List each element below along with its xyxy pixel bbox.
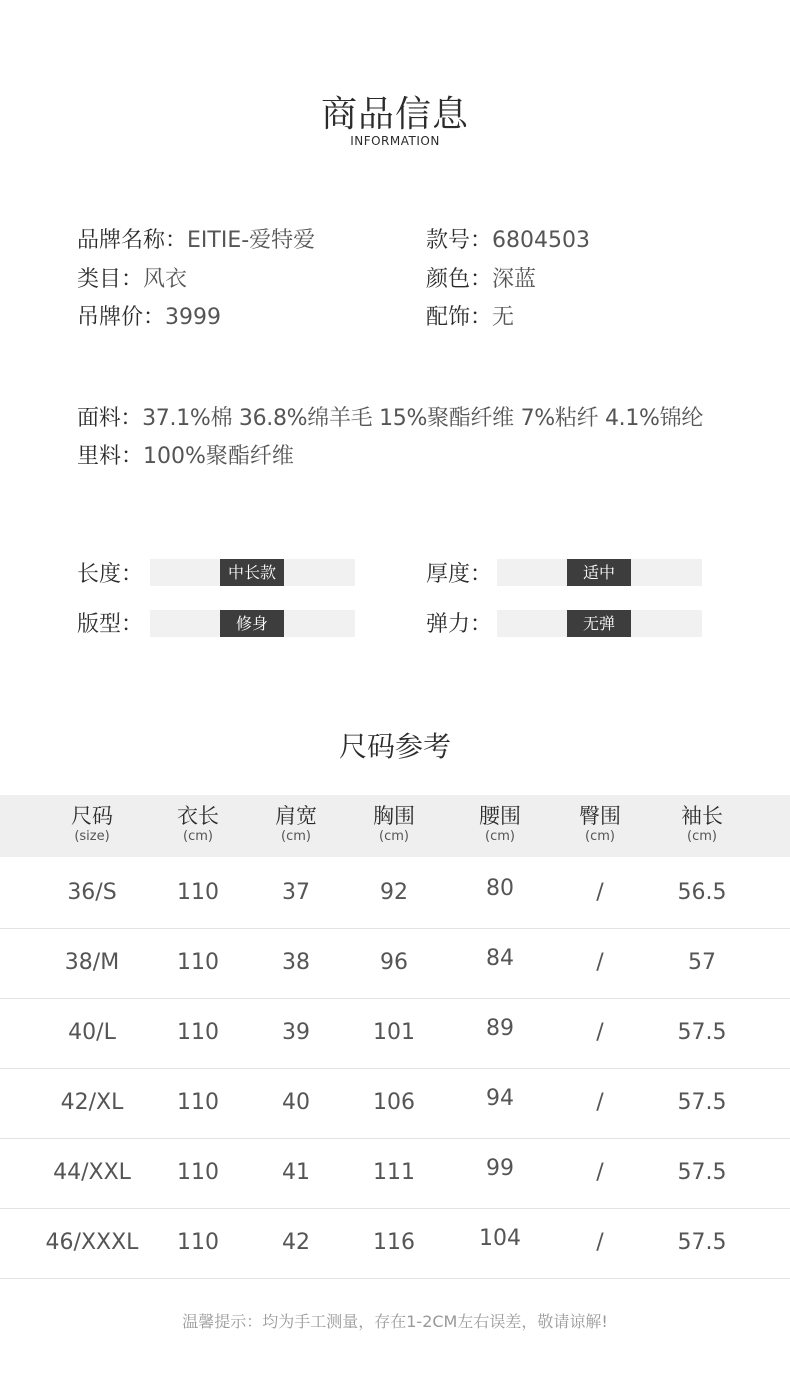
header-length-unit: (cm) [183, 829, 213, 844]
attr-length-tag: 中长款 [220, 559, 284, 586]
header-sleeve-unit: (cm) [687, 829, 717, 844]
attr-thickness-label: 厚度： [426, 562, 493, 587]
attr-fit-bar [150, 610, 355, 637]
size-table-header [0, 795, 790, 857]
cell-chest: 111 [373, 1160, 415, 1185]
info-style-no-value: 6804503 [492, 228, 590, 253]
info-style-no [426, 223, 590, 254]
header-size [32, 803, 152, 845]
table-row [0, 858, 790, 929]
cell-chest: 92 [380, 880, 408, 905]
cell-hip: / [596, 1090, 604, 1115]
header-chest [334, 803, 454, 845]
header-chest-unit: (cm) [379, 829, 409, 844]
info-price [77, 300, 221, 331]
cell-sleeve: 57.5 [677, 1160, 727, 1185]
cell-sleeve: 56.5 [677, 880, 727, 905]
cell-waist: 99 [486, 1156, 514, 1181]
cell-shoulder: 38 [282, 950, 310, 975]
fabric-lining-value: 100%聚酯纤维 [143, 444, 294, 469]
attr-fit-label: 版型： [77, 612, 144, 637]
cell-sleeve: 57.5 [677, 1090, 727, 1115]
header-waist-label: 腰围 [479, 804, 521, 828]
header-chest-label: 胸围 [373, 804, 415, 828]
info-brand-value: EITIE-爱特爱 [187, 228, 316, 253]
info-category [77, 262, 187, 293]
info-accessory-value: 无 [492, 305, 515, 330]
info-color-label: 颜色： [426, 267, 493, 292]
fabric-outer-value: 37.1%棉 36.8%绵羊毛 15%聚酯纤维 7%粘纤 4.1%锦纶 [142, 406, 704, 431]
header-waist-unit: (cm) [485, 829, 515, 844]
header-sleeve-label: 袖长 [681, 804, 723, 828]
cell-length: 110 [177, 1160, 219, 1185]
cell-waist: 80 [486, 876, 514, 901]
cell-size: 46/XXXL [45, 1230, 139, 1255]
cell-length: 110 [177, 1090, 219, 1115]
cell-hip: / [596, 950, 604, 975]
cell-waist: 104 [479, 1226, 521, 1251]
attr-thickness-tag: 适中 [567, 559, 631, 586]
cell-size: 42/XL [60, 1090, 124, 1115]
header-hip-label: 臀围 [579, 804, 621, 828]
cell-waist: 89 [486, 1016, 514, 1041]
header-size-unit: (size) [74, 829, 110, 844]
cell-sleeve: 57.5 [677, 1230, 727, 1255]
cell-shoulder: 41 [282, 1160, 310, 1185]
cell-length: 110 [177, 950, 219, 975]
fabric-outer-label: 面料： [77, 406, 143, 431]
cell-shoulder: 37 [282, 880, 310, 905]
cell-length: 110 [177, 1020, 219, 1045]
fabric-lining-label: 里料： [77, 444, 144, 469]
header-sleeve [642, 803, 762, 845]
header-hip-unit: (cm) [585, 829, 615, 844]
attr-length-label: 长度： [77, 562, 144, 587]
cell-size: 38/M [64, 950, 120, 975]
info-price-value: 3999 [165, 305, 222, 330]
info-brand [77, 223, 315, 254]
table-row [0, 1208, 790, 1279]
table-row [0, 998, 790, 1069]
cell-shoulder: 40 [282, 1090, 310, 1115]
attr-stretch-label: 弹力： [426, 612, 493, 637]
info-brand-label: 品牌名称： [77, 228, 188, 253]
header-shoulder-label: 肩宽 [275, 804, 317, 828]
fabric-outer [77, 401, 703, 432]
cell-sleeve: 57.5 [677, 1020, 727, 1045]
cell-waist: 84 [486, 946, 514, 971]
measurement-note: 温馨提示：均为手工测量，存在1-2CM左右误差，敬请谅解! [182, 1312, 608, 1331]
info-style-no-label: 款号： [426, 228, 493, 253]
info-price-label: 吊牌价： [77, 305, 166, 330]
cell-chest: 116 [373, 1230, 415, 1255]
cell-size: 36/S [67, 880, 117, 905]
info-color-value: 深蓝 [492, 267, 537, 292]
cell-size: 44/XXL [53, 1160, 131, 1185]
table-row [0, 1138, 790, 1209]
attr-thickness-bar [497, 559, 702, 586]
cell-sleeve: 57 [688, 950, 716, 975]
cell-shoulder: 39 [282, 1020, 310, 1045]
fabric-lining [77, 439, 294, 470]
cell-hip: / [596, 1160, 604, 1185]
attr-fit-tag: 修身 [220, 610, 284, 637]
cell-hip: / [596, 880, 604, 905]
header-size-label: 尺码 [71, 804, 113, 828]
page-title: 商品信息 [320, 94, 469, 135]
cell-length: 110 [177, 1230, 219, 1255]
attr-length-bar [150, 559, 355, 586]
header-length-label: 衣长 [177, 804, 219, 828]
cell-length: 110 [177, 880, 219, 905]
cell-size: 40/L [68, 1020, 116, 1045]
table-row [0, 1068, 790, 1139]
info-color [426, 262, 536, 293]
cell-chest: 101 [373, 1020, 415, 1045]
header-shoulder-unit: (cm) [281, 829, 311, 844]
table-row [0, 928, 790, 999]
info-category-value: 风衣 [143, 267, 188, 292]
info-accessory-label: 配饰： [426, 305, 493, 330]
attr-stretch-bar [497, 610, 702, 637]
cell-shoulder: 42 [282, 1230, 310, 1255]
info-category-label: 类目： [77, 267, 144, 292]
cell-waist: 94 [486, 1086, 514, 1111]
cell-hip: / [596, 1020, 604, 1045]
cell-chest: 96 [380, 950, 408, 975]
cell-chest: 106 [373, 1090, 415, 1115]
size-chart-title: 尺码参考 [338, 730, 451, 763]
attr-stretch-tag: 无弹 [567, 610, 631, 637]
page-subtitle: INFORMATION [350, 134, 440, 148]
cell-hip: / [596, 1230, 604, 1255]
info-accessory [426, 300, 514, 331]
